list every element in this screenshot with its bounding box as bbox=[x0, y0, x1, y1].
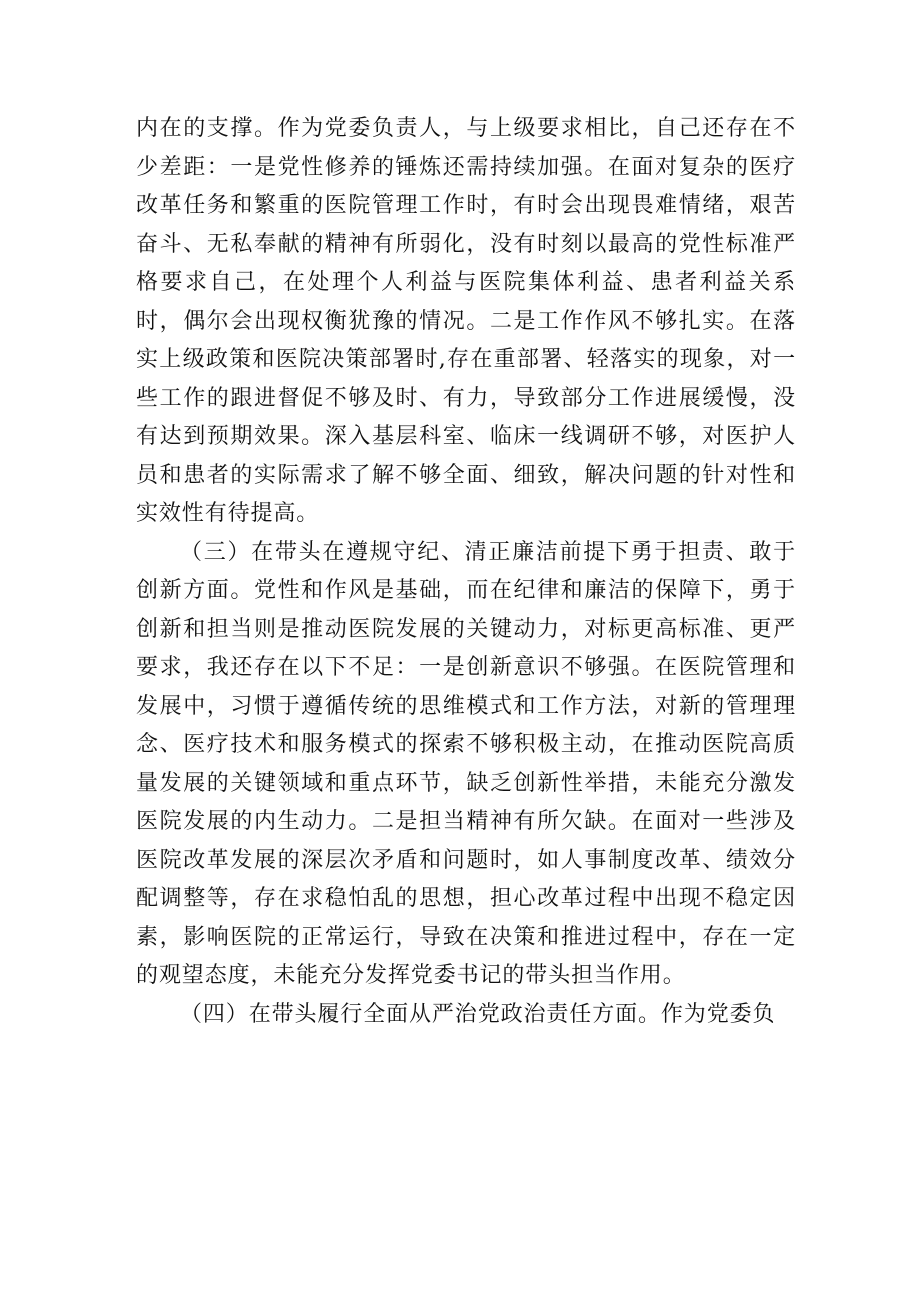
paragraph-continuation: 内在的支撑。作为党委负责人，与上级要求相比，自己还存在不少差距：一是党性修养的锤炼还需持续加强。在面对复杂的医疗改革任务和繁重的医院管理工作时，有时会出现畏难情绪，艰苦奋斗、无私奉献的精神有所弱化，没有时刻以最高的党性标准严格要求自己，在处理个人利益与医院集体利益、患者利益关系时，偶尔会出现权衡犹豫的情况。二是工作作风不够扎实。在落实上级政策和医院决策部署时,存在重部署、轻落实的现象，对一些工作的跟进督促不够及时、有力，导致部分工作进展缓慢，没有达到预期效果。深入基层科室、临床一线调研不够，对医护人员和患者的实际需求了解不够全面、细致，解决问题的针对性和实效性有待提高。 bbox=[136, 116, 796, 526]
paragraph-section-three: （三）在带头在遵规守纪、清正廉洁前提下勇于担责、敢于创新方面。党性和作风是基础，而在纪律和廉洁的保障下，勇于创新和担当则是推动医院发展的关键动力，对标更高标准、更严要求，我还存在以下不足：一是创新意识不够强。在医院管理和发展中，习惯于遵循传统的思维模式和工作方法，对新的管理理念、医疗技术和服务模式的探索不够积极主动，在推动医院高质量发展的关键领域和重点环节，缺乏创新性举措，未能充分激发医院发展的内生动力。二是担当精神有所欠缺。在面对一些涉及医院改革发展的深层次矛盾和问题时，如人事制度改革、绩效分配调整等，存在求稳怕乱的思想，担心改革过程中出现不稳定因素，影响医院的正常运行，导致在决策和推进过程中，存在一定的观望态度，未能充分发挥党委书记的带头担当作用。 bbox=[136, 539, 796, 988]
document-body bbox=[136, 110, 796, 1034]
paragraph-section-four: （四）在带头履行全面从严治党政治责任方面。作为党委负 bbox=[180, 1001, 776, 1027]
